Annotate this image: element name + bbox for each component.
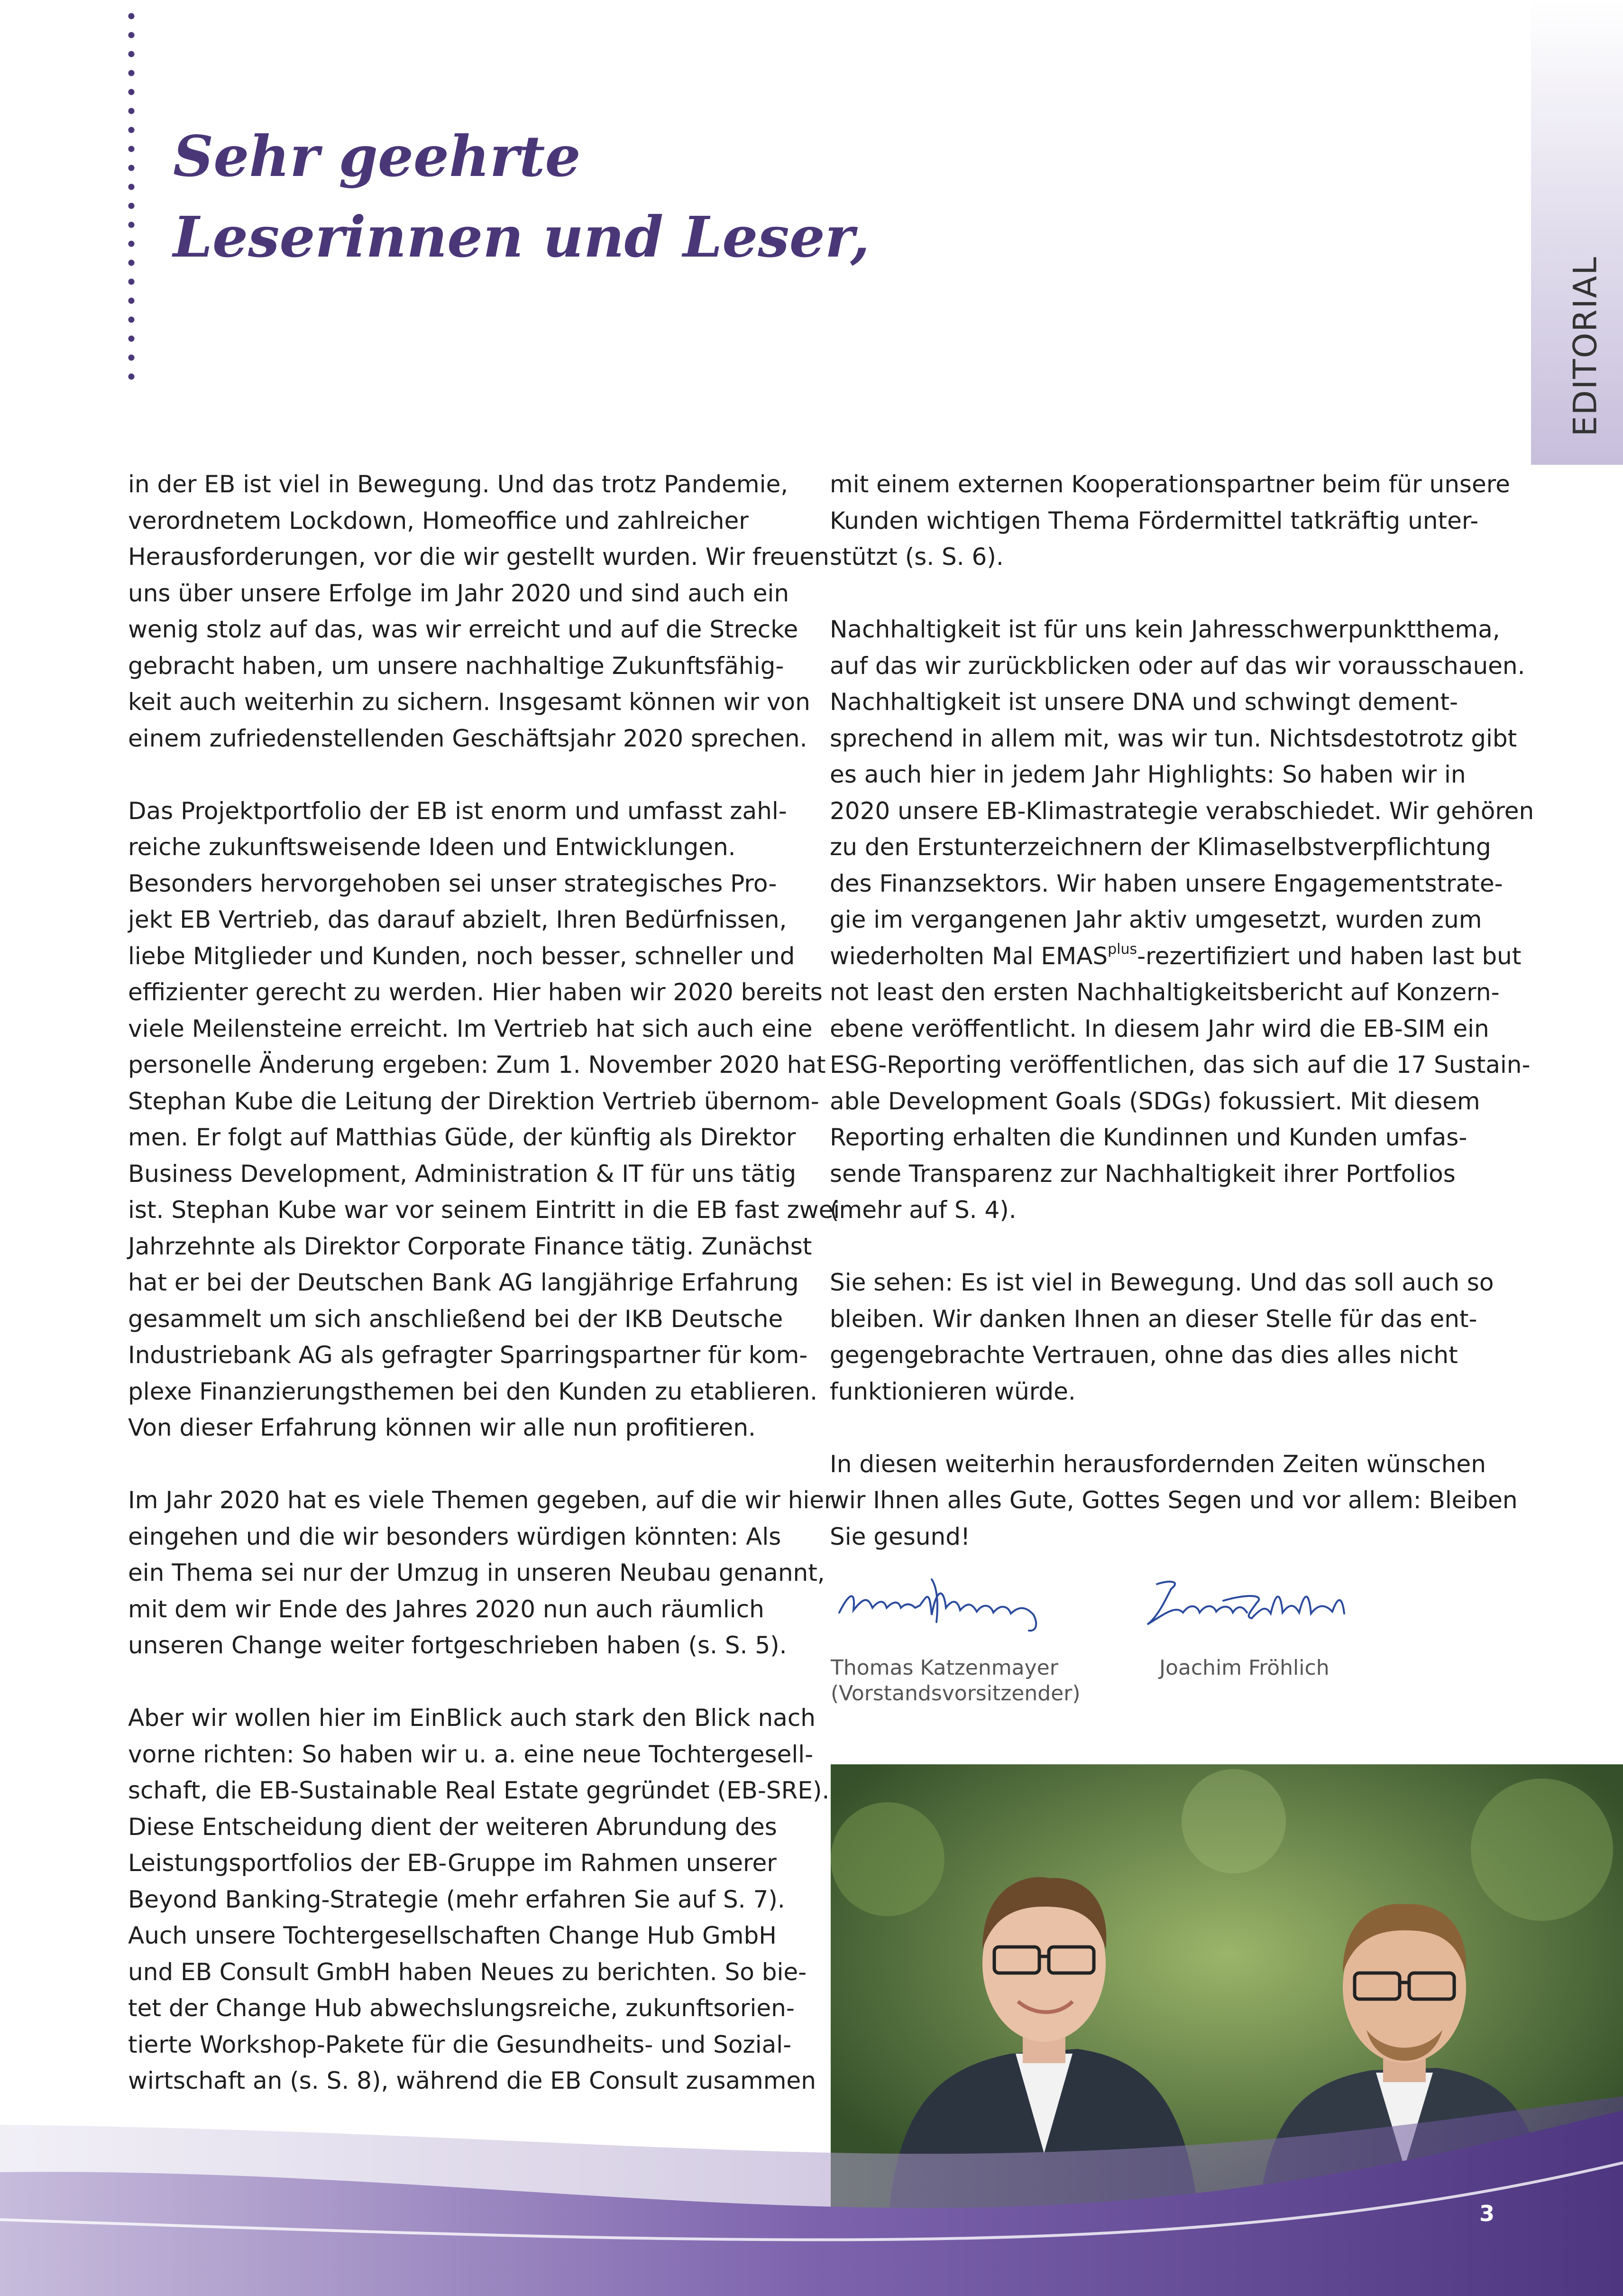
paragraph-gap [830,1228,1508,1265]
signatory-name-1: Thomas Katzenmayer [831,1656,1058,1680]
text-line: Herausforderungen, vor die wir gestellt wurden. Wir freuen [128,543,829,571]
text-line: sende Transparenz zur Nachhaltigkeit ihrer Portfolios [830,1160,1456,1188]
signature-katzenmayer [834,1560,1062,1641]
salutation-line-1: Sehr geehrte [173,123,581,189]
text-line: schaft, die EB-Sustainable Real Estate gegründet (EB-SRE). [128,1777,830,1804]
text-line: verordnetem Lockdown, Homeoffice und zahlreicher [128,507,749,535]
text-line: uns über unsere Erfolge im Jahr 2020 und sind auch ein [128,579,789,607]
emas-superscript: plus [1108,941,1137,958]
text-line: einem zufriedenstellenden Geschäftsjahr 2020 sprechen. [128,724,807,752]
text-line: In diesen weiterhin herausfordernden Zeiten wünschen [830,1450,1486,1478]
right-column-part-b [830,974,1531,1555]
decorative-wave [0,2077,1623,2296]
text-line: keit auch weiterhin zu sichern. Insgesamt können wir von [128,688,810,716]
left-column [128,466,840,2099]
text-line: gegengebrachte Vertrauen, ohne das dies alles nicht [830,1341,1458,1369]
emas-line [830,938,1522,975]
text-line: gebracht haben, um unsere nachhaltige Zukunftsfähig- [128,652,784,680]
text-line: able Development Goals (SDGs) fokussiert. Mit diesem [830,1087,1480,1115]
page-number: 3 [1479,2201,1495,2226]
dotted-divider [127,7,136,386]
signature-froehlich [1138,1560,1361,1641]
text-line: Auch unsere Tochtergesellschaften Change Hub GmbH [128,1922,777,1949]
text-line: sprechend in allem mit, was wir tun. Nichtsdestotrotz gibt [830,724,1517,752]
signatory-role-1: (Vorstandsvorsitzender) [831,1681,1081,1706]
text-line: Business Development, Administration & IT für uns tätig [128,1160,797,1188]
emas-text-before: wiederholten Mal EMAS [830,942,1108,970]
text-line: ist. Stephan Kube war vor seinem Eintritt in die EB fast zwei [128,1196,840,1224]
text-line: Von dieser Erfahrung können wir alle nun profitieren. [128,1414,756,1441]
text-line: hat er bei der Deutschen Bank AG langjährige Erfahrung [128,1269,799,1296]
text-line: (mehr auf S. 4). [830,1196,1017,1224]
text-line: ein Thema sei nur der Umzug in unseren Neubau genannt, [128,1559,825,1586]
text-line: Nachhaltigkeit ist unsere DNA und schwingt dement- [830,688,1458,716]
text-line: Sie gesund! [830,1522,970,1550]
text-line: gesammelt um sich anschließend bei der IKB Deutsche [128,1305,783,1333]
salutation-line-2: Leserinnen und Leser, [173,204,870,270]
text-line: reiche zukunftsweisende Ideen und Entwicklungen. [128,833,736,861]
right-column-part-a [830,466,1534,938]
text-line: Leistungsportfolios der EB-Gruppe im Rahmen unserer [128,1849,777,1877]
section-tab-label: EDITORIAL [1567,256,1605,437]
text-line: wirtschaft an (s. S. 8), während die EB Consult zusammen [128,2067,816,2094]
text-line: gie im vergangenen Jahr aktiv umgesetzt, wurden zum [830,906,1482,933]
text-line: wir Ihnen alles Gute, Gottes Segen und vor allem: Bleiben [830,1486,1518,1514]
text-line: viele Meilensteine erreicht. Im Vertrieb hat sich auch eine [128,1014,813,1042]
right-column [830,466,1534,1555]
paragraph-gap [128,1446,801,1483]
text-line: Kunden wichtigen Thema Fördermittel tatkräftig unter- [830,507,1479,535]
text-line: Aber wir wollen hier im EinBlick auch stark den Blick nach [128,1704,816,1732]
text-line: es auch hier in jedem Jahr Highlights: So haben wir in [830,761,1466,788]
text-line: plexe Finanzierungsthemen bei den Kunden zu etablieren. [128,1377,818,1405]
text-line: unseren Change weiter fortgeschrieben haben (s. S. 5). [128,1632,787,1659]
text-line: men. Er folgt auf Matthias Güde, der künftig als Direktor [128,1124,796,1151]
paragraph-gap [830,1410,1508,1446]
text-line: jekt EB Vertrieb, das darauf abzielt, Ihren Bedürfnissen, [128,906,787,933]
text-line: ESG-Reporting veröffentlichen, das sich auf die 17 Sustain- [830,1051,1531,1079]
text-line: personelle Änderung ergeben: Zum 1. November 2020 hat [128,1051,826,1079]
text-line: eingehen und die wir besonders würdigen könnten: Als [128,1522,781,1550]
text-line: stützt (s. S. 6). [830,543,1004,571]
text-line: liebe Mitglieder und Kunden, noch besser, schneller und [128,942,795,970]
text-line: Stephan Kube die Leitung der Direktion Vertrieb übernom- [128,1087,819,1115]
text-line: tierte Workshop-Pakete für die Gesundheits- und Sozial- [128,2030,792,2058]
text-line: Im Jahr 2020 hat es viele Themen gegeben, auf die wir hier [128,1486,834,1514]
text-line: auf das wir zurückblicken oder auf das wir vorausschauen. [830,652,1525,680]
text-line: Nachhaltigkeit ist für uns kein Jahresschwerpunktthema, [830,616,1500,643]
paragraph-gap [830,575,1508,612]
text-line: vorne richten: So haben wir u. a. eine neue Tochtergesell- [128,1740,814,1768]
text-line: Industriebank AG als gefragter Sparringspartner für kom- [128,1341,808,1369]
text-line: Besonders hervorgehoben sei unser strategisches Pro- [128,869,777,897]
text-line: bleiben. Wir danken Ihnen an dieser Stelle für das ent- [830,1305,1477,1333]
text-line: effizienter gerecht zu werden. Hier haben wir 2020 bereits [128,978,823,1006]
text-line: Jahrzehnte als Direktor Corporate Finance tätig. Zunächst [128,1232,812,1260]
text-line: not least den ersten Nachhaltigkeitsbericht auf Konzern- [830,978,1500,1006]
text-line: funktionieren würde. [830,1377,1076,1405]
text-line: ebene veröffentlicht. In diesem Jahr wird die EB-SIM ein [830,1014,1489,1042]
text-line: tet der Change Hub abwechslungsreiche, zukunftsorien- [128,1994,795,2022]
text-line: in der EB ist viel in Bewegung. Und das trotz Pandemie, [128,470,789,498]
emas-text-after: -rezertifiziert und haben last but [1137,942,1522,970]
text-line: Sie sehen: Es ist viel in Bewegung. Und das soll auch so [830,1269,1494,1296]
salutation-heading [173,116,932,277]
text-line: Beyond Banking-Strategie (mehr erfahren Sie auf S. 7). [128,1885,785,1913]
text-line: Reporting erhalten die Kundinnen und Kunden umfas- [830,1124,1467,1151]
text-line: 2020 unsere EB-Klimastrategie verabschiedet. Wir gehören [830,797,1534,825]
text-line: Das Projektportfolio der EB ist enorm und umfasst zahl- [128,797,787,825]
signatory-name-2: Joachim Fröhlich [1159,1656,1330,1680]
text-line: des Finanzsektors. Wir haben unsere Engagementstrate- [830,869,1503,897]
paragraph-gap [128,756,801,793]
text-line: mit dem wir Ende des Jahres 2020 nun auch räumlich [128,1595,764,1623]
text-line: mit einem externen Kooperationspartner beim für unsere [830,470,1510,498]
text-line: und EB Consult GmbH haben Neues zu berichten. So bie- [128,1958,807,1986]
text-line: zu den Erstunterzeichnern der Klimaselbstverpflichtung [830,833,1491,861]
paragraph-gap [128,1664,801,1700]
text-line: Diese Entscheidung dient der weiteren Abrundung des [128,1813,777,1841]
text-line: wenig stolz auf das, was wir erreicht und auf die Strecke [128,616,798,643]
